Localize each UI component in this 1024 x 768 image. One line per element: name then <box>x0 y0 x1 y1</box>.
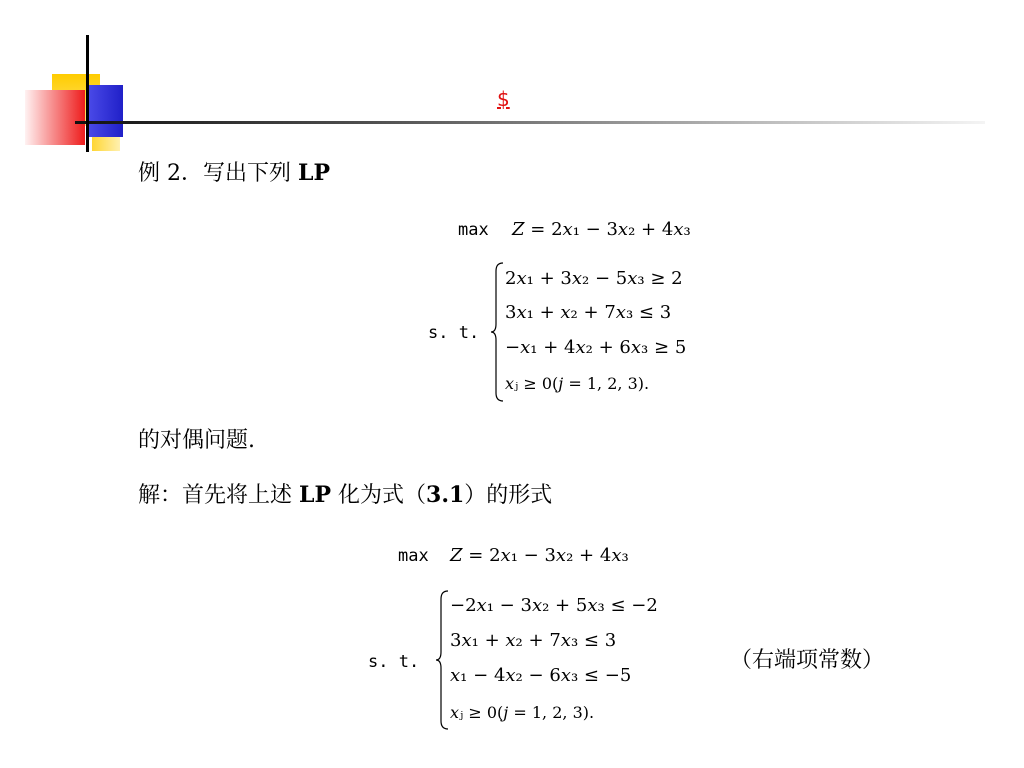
problem1-constraint-3: −x₁ + 4x₂ + 6x₃ ≥ 5 <box>505 337 687 358</box>
math-variable: x <box>571 268 582 289</box>
problem1-max-keyword: max <box>458 220 489 240</box>
decor-blue-square <box>88 85 123 137</box>
math-variable: x <box>520 337 531 358</box>
solution-lp: LP <box>299 482 332 508</box>
problem2-brace <box>435 590 449 730</box>
math-variable: x <box>587 595 598 616</box>
math-variable: x <box>630 337 642 358</box>
math-variable: x <box>500 545 511 566</box>
math-variable: x <box>575 337 586 358</box>
problem1-constraint-1: 2x₁ + 3x₂ − 5x₃ ≥ 2 <box>505 268 683 289</box>
decor-vertical-rule <box>86 35 89 152</box>
problem2-nonnegativity: xⱼ ≥ 0(j = 1, 2, 3). <box>450 703 595 722</box>
problem2-objective: Z = 2x₁ − 3x₂ + 4x₃ <box>450 545 629 566</box>
example-heading <box>138 160 330 187</box>
solution-formula-ref: 3.1 <box>426 482 465 508</box>
math-variable: x <box>516 268 527 289</box>
math-variable: x <box>562 219 573 240</box>
math-variable: j <box>503 703 509 722</box>
example-heading-lp: LP <box>297 160 330 186</box>
math-variable: x <box>560 302 571 323</box>
solution-part-1: 解：首先将上述 <box>138 483 299 508</box>
problem2-max-keyword: max <box>398 546 429 566</box>
example-heading-text: 例 2．写出下列 <box>138 161 298 186</box>
math-variable: x <box>505 374 515 393</box>
decor-horizontal-rule <box>75 121 985 124</box>
math-variable: x <box>615 302 626 323</box>
problem1-st-label: s. t. <box>428 323 480 343</box>
math-variable: x <box>505 630 516 651</box>
problem1-nonnegativity: xⱼ ≥ 0(j = 1, 2, 3). <box>505 374 650 393</box>
solution-line <box>138 482 552 509</box>
math-variable: x <box>516 302 527 323</box>
problem2-constraint-2: 3x₁ + x₂ + 7x₃ ≤ 3 <box>450 630 617 651</box>
math-variable: x <box>476 595 487 616</box>
title-link[interactable]: $ <box>497 87 510 111</box>
math-variable: j <box>558 374 564 393</box>
math-variable: x <box>505 665 516 686</box>
problem1-objective: Z = 2x₁ − 3x₂ + 4x₃ <box>512 219 691 240</box>
problem2-constraint-3: x₁ − 4x₂ − 6x₃ ≤ −5 <box>450 665 632 686</box>
math-variable: x <box>555 545 567 566</box>
math-variable: x <box>617 219 629 240</box>
problem1-constraint-2: 3x₁ + x₂ + 7x₃ ≤ 3 <box>505 302 672 323</box>
problem2-st-label: s. t. <box>368 652 420 672</box>
math-variable: x <box>560 665 571 686</box>
math-variable: x <box>673 219 684 240</box>
math-variable: x <box>531 595 543 616</box>
rhs-constant-note: （右端项常数） <box>730 648 885 673</box>
math-variable: x <box>450 665 461 686</box>
math-variable: x <box>611 545 622 566</box>
math-variable: x <box>461 630 472 651</box>
math-variable: x <box>560 630 571 651</box>
decor-red-square <box>25 90 85 145</box>
decor-yellow-small <box>92 137 120 151</box>
problem2-constraint-1: −2x₁ − 3x₂ + 5x₃ ≤ −2 <box>450 595 658 616</box>
math-variable: Z <box>450 545 463 566</box>
dual-problem-text: 的对偶问题. <box>138 428 255 453</box>
solution-part-3: ）的形式 <box>464 483 553 508</box>
math-variable: x <box>627 268 638 289</box>
math-variable: Z <box>512 219 525 240</box>
problem1-brace <box>490 262 504 402</box>
solution-part-2: 化为式（ <box>331 483 427 508</box>
math-variable: x <box>450 703 460 722</box>
